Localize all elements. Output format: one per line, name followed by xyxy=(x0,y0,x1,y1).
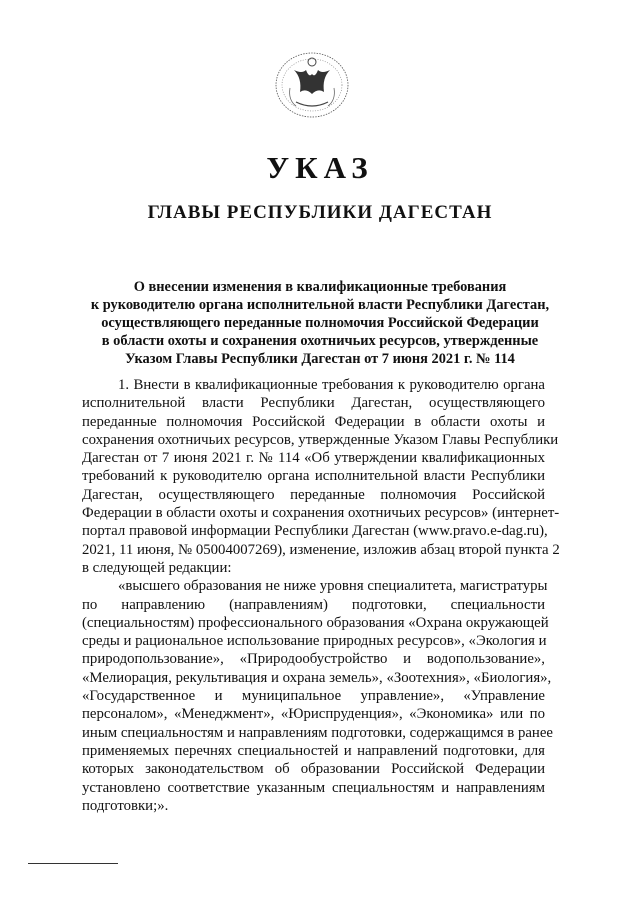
heading-line: к руководителю органа исполнительной власти Республики Дагестан, xyxy=(90,297,550,313)
text-line: в следующей редакции: xyxy=(82,559,232,576)
text-line: установлено соответствие указанным специальностям и направлениям xyxy=(82,779,545,796)
text-line: среды и рациональное использование природных ресурсов», «Экология и xyxy=(82,633,547,650)
text-line: переданные полномочия Российской Федерации в области охоты и xyxy=(82,413,545,430)
text-line: которых законодательством об образовании Российской Федерации xyxy=(82,761,545,778)
text-line: персоналом», «Менеджмент», «Юриспруденция», «Экономика» или по xyxy=(82,706,545,723)
heading-line: О внесении изменения в квалификационные требования xyxy=(133,279,507,295)
text-line: применяемых перечнях специальностей и направлений подготовки, для xyxy=(82,742,545,759)
text-line: сохранения охотничьих ресурсов, утвержденные Указом Главы Республики xyxy=(82,431,559,448)
text-line: Дагестан, осуществляющего переданные полномочия Российской xyxy=(82,486,545,503)
text-line: по направлению (направлениям) подготовки, специальности xyxy=(82,596,545,613)
footnote-separator xyxy=(28,863,118,864)
heading-line: осуществляющего переданные полномочия Российской Федерации xyxy=(101,315,539,331)
document-heading xyxy=(70,278,570,368)
text-line: подготовки;». xyxy=(82,797,169,814)
document-issuer: ГЛАВЫ РЕСПУБЛИКИ ДАГЕСТАН xyxy=(147,202,493,223)
paragraph-2 xyxy=(82,577,553,815)
paragraph-1 xyxy=(82,376,560,577)
text-line: (специальностям) профессионального образования «Охрана окружающей xyxy=(82,614,549,631)
text-line: иным специальностям и направлениям подготовки, содержащимся в ранее xyxy=(82,724,553,741)
coat-of-arms-emblem xyxy=(272,48,352,120)
text-line: Дагестан от 7 июня 2021 г. № 114 «Об утверждении квалификационных xyxy=(82,450,545,467)
text-line: исполнительной власти Республики Дагестан, осуществляющего xyxy=(82,395,545,412)
document-title: УКАЗ xyxy=(266,150,374,185)
document-body xyxy=(82,376,560,815)
text-line: 1. Внести в квалификационные требования к руководителю органа xyxy=(118,377,545,393)
heading-line: Указом Главы Республики Дагестан от 7 июня 2021 г. № 114 xyxy=(125,351,515,367)
text-line: портал правовой информации Республики Дагестан (www.pravo.e-dag.ru), xyxy=(82,523,548,540)
text-line: 2021, 11 июня, № 05004007269), изменение, изложив абзац второй пункта 2 xyxy=(82,541,560,558)
text-line: требований к руководителю органа исполнительной власти Республики xyxy=(82,468,545,485)
text-line: «Государственное и муниципальное управление», «Управление xyxy=(82,688,545,705)
text-line: Федерации в области охоты и сохранения охотничьих ресурсов» (интернет- xyxy=(82,505,560,522)
text-line: «Мелиорация, рекультивация и охрана земель», «Зоотехния», «Биология», xyxy=(82,669,552,686)
text-line: «высшего образования не ниже уровня специалитета, магистратуры xyxy=(118,578,548,595)
text-line: природопользование», «Природообустройство и водопользование», xyxy=(82,651,545,668)
heading-line: в области охоты и сохранения охотничьих ресурсов, утвержденные xyxy=(101,333,539,349)
